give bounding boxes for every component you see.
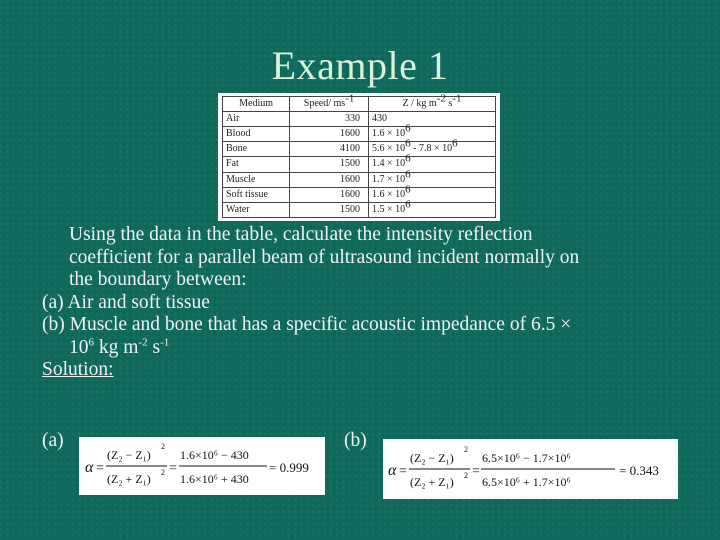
problem-line: coefficient for a parallel beam of ultrasound incident normally on bbox=[69, 246, 580, 268]
cell-impedance: $1.6 \times 10^6$ bbox=[369, 127, 496, 142]
cell-medium: Air bbox=[223, 112, 290, 127]
eq-sq: 2 bbox=[161, 442, 165, 451]
slide-title: Example 1 bbox=[271, 43, 449, 88]
cell-speed: 330 bbox=[290, 112, 369, 127]
eq-alpha: α bbox=[388, 462, 397, 479]
eq-result: = 0.999 bbox=[269, 460, 309, 475]
eq-sq: 2 bbox=[464, 471, 468, 480]
cell-speed: 4100 bbox=[290, 142, 369, 157]
eq-den: (Z₂ + Z₁) bbox=[410, 475, 454, 489]
header-speed: Speed/ $ms^{-1}$ bbox=[290, 97, 369, 112]
eq-equals: = bbox=[169, 461, 177, 476]
equation-a bbox=[79, 437, 325, 495]
eq-sq: 2 bbox=[464, 445, 468, 454]
cell-medium: Soft tissue bbox=[223, 187, 290, 202]
header-medium: Medium bbox=[223, 97, 290, 112]
cell-impedance: $1.7 \times 10^6$ bbox=[369, 172, 496, 187]
cell-speed: 1500 bbox=[290, 202, 369, 217]
eq-equals: = bbox=[399, 464, 407, 479]
problem-text bbox=[42, 224, 702, 382]
header-impedance: Z / kg $m^{-2}$ $s^{-1}$ bbox=[369, 97, 496, 112]
eq-num: (Z₂ − Z₁) bbox=[410, 451, 454, 465]
table-row bbox=[223, 187, 496, 202]
table-row bbox=[223, 112, 496, 127]
table-row bbox=[223, 142, 496, 157]
problem-line: the boundary between: bbox=[69, 269, 247, 290]
cell-medium: Water bbox=[223, 202, 290, 217]
eq-sq: 2 bbox=[161, 468, 165, 477]
cell-medium: Blood bbox=[223, 127, 290, 142]
eq-equals: = bbox=[472, 464, 480, 479]
eq-num: (Z₂ − Z₁) bbox=[107, 448, 151, 462]
cell-speed: 1500 bbox=[290, 157, 369, 172]
table-header-row bbox=[223, 97, 496, 112]
table-row bbox=[223, 172, 496, 187]
cell-impedance: $1.5 \times 10^6$ bbox=[369, 202, 496, 217]
cell-impedance: $5.6 \times 10^6 - 7.8 \times 10^6$ bbox=[369, 142, 496, 157]
eq-equals: = bbox=[96, 461, 104, 476]
equation-b bbox=[383, 439, 678, 499]
impedance-table bbox=[218, 93, 500, 221]
eq-num-value: 1.6×10⁶ − 430 bbox=[180, 448, 249, 462]
cell-impedance: 430 bbox=[369, 112, 496, 127]
solution-label-a: (a) bbox=[42, 430, 64, 451]
eq-den: (Z₂ + Z₁) bbox=[107, 472, 151, 486]
eq-den-value: 6.5×10⁶ + 1.7×10⁶ bbox=[482, 475, 571, 489]
cell-speed: 1600 bbox=[290, 127, 369, 142]
problem-line: Using the data in the table, calculate the intensity reflection bbox=[69, 224, 533, 245]
cell-medium: Bone bbox=[223, 142, 290, 157]
item-a-text: (a) Air and soft tissue bbox=[42, 291, 210, 313]
table-row bbox=[223, 202, 496, 217]
eq-num-value: 6.5×10⁶ − 1.7×10⁶ bbox=[482, 451, 571, 465]
eq-alpha: α bbox=[85, 459, 94, 476]
eq-result: = 0.343 bbox=[619, 463, 659, 478]
item-b-text: (b) Muscle and bone that has a specific acoustic impedance of 6.5 × bbox=[42, 314, 572, 335]
solution-label-b: (b) bbox=[344, 430, 367, 451]
item-b-units: $10^6$ kg $m^{-2}$ $s^{-1}$ bbox=[69, 336, 170, 358]
eq-den-value: 1.6×10⁶ + 430 bbox=[180, 472, 249, 486]
cell-medium: Fat bbox=[223, 157, 290, 172]
cell-impedance: $1.4 \times 10^6$ bbox=[369, 157, 496, 172]
cell-speed: 1600 bbox=[290, 172, 369, 187]
solution-heading: Solution: bbox=[42, 359, 114, 380]
cell-speed: 1600 bbox=[290, 187, 369, 202]
cell-medium: Muscle bbox=[223, 172, 290, 187]
table-row bbox=[223, 157, 496, 172]
cell-impedance: $1.6 \times 10^6$ bbox=[369, 187, 496, 202]
